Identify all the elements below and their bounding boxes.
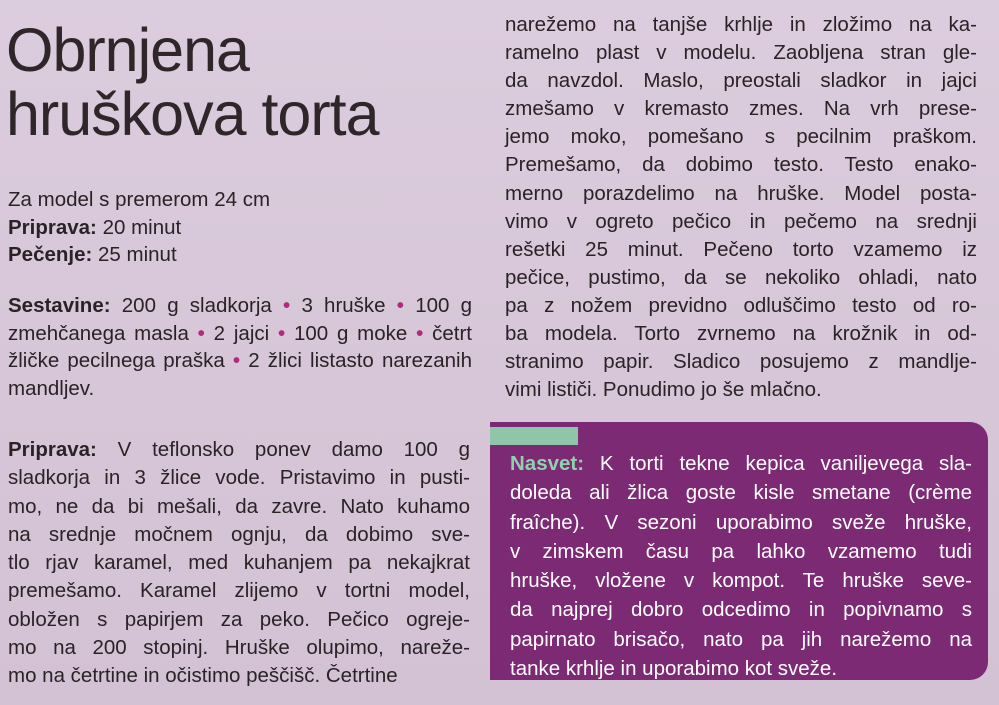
- text-line: [505, 208, 977, 236]
- line-text: mo, ne da bi mešali, da zavre. Nato kuhamo: [8, 494, 470, 518]
- text-line: [510, 537, 972, 566]
- line-text: da navzdol. Maslo, preostali sladkor in jajci: [505, 69, 977, 93]
- bake-time-label: Pečenje:: [8, 243, 93, 266]
- line-text: pečice, pustimo, da se nekoliko ohladi, nato: [505, 265, 977, 289]
- text-line: [510, 654, 972, 683]
- line-text: ba modela. Torto zvrnemo na krožnik in od-: [505, 322, 977, 346]
- text-line: [505, 236, 977, 264]
- line-text: vimi lističi. Ponudimo jo še mlačno.: [505, 378, 822, 402]
- tip-tab-accent: [490, 427, 578, 445]
- line-text: rešetki 25 minut. Pečeno torto vzamemo iz: [505, 237, 977, 261]
- ingredients-label: Sestavine:: [8, 294, 111, 317]
- line-text: tlo rjav karamel, med kuhanjem pa nekajkrat: [8, 551, 470, 575]
- text-line: [505, 264, 977, 292]
- recipe-meta: [8, 186, 478, 269]
- ingredients-section: [8, 292, 472, 402]
- bullet-separator: •: [283, 294, 291, 317]
- text-line: [505, 376, 977, 404]
- line-text: mo na četrtine in očistimo peščišč. Četrtine: [8, 664, 398, 688]
- text-line: [505, 67, 977, 95]
- ingredient-item: 2 žlici listasto narezanih mandljev.: [8, 349, 472, 400]
- line-text: doleda ali žlica goste kisle smetane (crème: [510, 481, 972, 505]
- line-text: zmešamo v kremasto zmes. Na vrh prese-: [505, 97, 977, 121]
- text-line: [505, 180, 977, 208]
- bullet-separator: •: [197, 321, 205, 345]
- text-line: [8, 634, 470, 662]
- text-line: [510, 449, 972, 478]
- preparation-continued: [505, 11, 977, 404]
- line-text: sladkorja in 3 žlice vode. Pristavimo in pusti-: [8, 466, 470, 490]
- text-line: [8, 577, 470, 605]
- preparation-section: [8, 436, 470, 691]
- line-text: premešamo. Karamel zlijemo v tortni model,: [8, 579, 470, 603]
- ingredient-item: 2 jajci: [204, 321, 278, 345]
- ingredient-item: četrt žličke pecilnega praška: [8, 321, 472, 372]
- text-line: [505, 292, 977, 320]
- title-line-1: Obrnjena: [6, 16, 249, 84]
- model-size: Za model s premerom 24 cm: [8, 188, 271, 211]
- bullet-separator: •: [396, 294, 404, 317]
- line-text: tanke krhlje in uporabimo kot sveže.: [510, 657, 838, 681]
- text-line: [510, 566, 972, 595]
- ingredient-item: 100 g moke: [285, 321, 417, 345]
- ingredient-item: 100 g zmehčanega masla: [8, 294, 473, 345]
- bullet-separator: •: [277, 321, 286, 345]
- text-line: [8, 521, 470, 549]
- text-line: [510, 508, 972, 537]
- section-label: Nasvet:: [510, 452, 585, 475]
- section-label: Priprava:: [8, 438, 97, 461]
- line-text: fraîche). V sezoni uporabimo sveže hruške,: [510, 510, 972, 534]
- text-line: [8, 662, 470, 690]
- bullet-separator: •: [416, 321, 424, 345]
- bullet-separator: •: [232, 349, 241, 372]
- line-text: Premešamo, da dobimo testo. Testo enako-: [505, 153, 977, 177]
- text-line: [505, 123, 977, 151]
- text-line: [505, 320, 977, 348]
- line-text: merno porazdelimo na hruške. Model posta-: [505, 181, 977, 205]
- line-text: stranimo papir. Sladico posujemo z mandlje-: [505, 350, 977, 374]
- ingredient-item: 3 hruške: [290, 294, 397, 317]
- text-line: [510, 478, 972, 507]
- line-text: V teflonsko ponev damo 100 g: [96, 438, 470, 461]
- text-line: [505, 95, 977, 123]
- text-line: [510, 595, 972, 624]
- text-line: [505, 348, 977, 376]
- text-line: [505, 11, 977, 39]
- text-line: [8, 464, 470, 492]
- text-line: [8, 436, 470, 464]
- bake-time: [8, 241, 478, 269]
- line-text: na srednje močnem ognju, da dobimo sve-: [8, 522, 470, 546]
- text-line: [505, 151, 977, 179]
- line-text: ramelno plast v modelu. Zaobljena stran gle-: [505, 41, 977, 65]
- line-text: vimo v ogreto pečico in pečemo na srednji: [505, 209, 977, 233]
- line-text: v zimskem času pa lahko vzamemo tudi: [510, 539, 972, 563]
- prep-time-value: 20 minut: [96, 215, 182, 239]
- ingredient-item: 200 g sladkorja: [121, 294, 284, 317]
- recipe-title: [6, 18, 476, 146]
- line-text: K torti tekne kepica vaniljevega sla-: [584, 452, 972, 475]
- tip-text: [510, 449, 972, 683]
- line-text: hruške, vložene v kompot. Te hruške seve-: [510, 569, 972, 593]
- text-line: [8, 549, 470, 577]
- bake-time-value: 25 minut: [92, 243, 177, 266]
- line-text: pa z nožem previdno odluščimo testo od ro-: [505, 293, 977, 317]
- prep-time-label: Priprava:: [8, 215, 97, 239]
- text-line: [8, 493, 470, 521]
- prep-time: [8, 214, 478, 242]
- line-text: papirnato brisačo, nato pa jih narežemo na: [510, 627, 972, 651]
- text-line: [505, 39, 977, 67]
- line-text: mo na 200 stopinj. Hruške olupimo, nareže-: [8, 636, 470, 660]
- text-line: [510, 625, 972, 654]
- line-text: da najprej dobro odcedimo in popivnamo s: [510, 598, 972, 622]
- title-line-2: hruškova torta: [6, 80, 379, 148]
- line-text: obložen s papirjem za peko. Pečico ogreje-: [8, 607, 470, 631]
- line-text: narežemo na tanjše krhlje in zložimo na ka-: [505, 13, 977, 36]
- line-text: jemo moko, pomešano s pecilnim praškom.: [505, 125, 977, 149]
- text-line: [8, 606, 470, 634]
